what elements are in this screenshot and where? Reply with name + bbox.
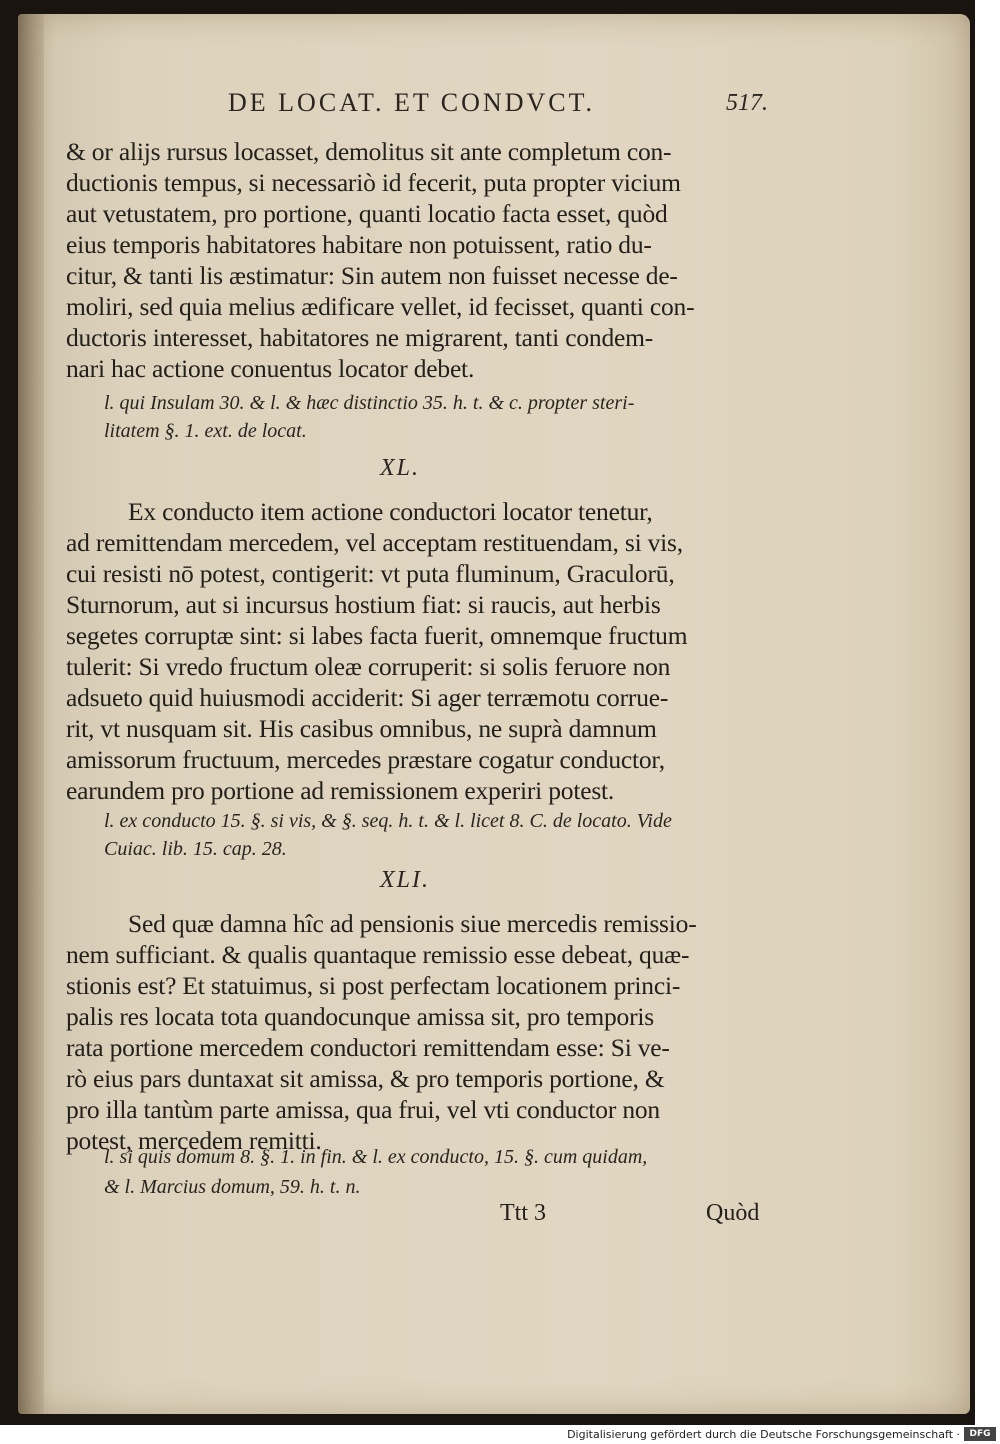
- text-line: rata portione mercedem conductori remittendam esse: Si ve-: [66, 1033, 670, 1062]
- page-number: 517.: [726, 90, 768, 116]
- text-line: amissorum fructuum, mercedes præstare cogatur conductor,: [66, 745, 665, 774]
- text-line: rit, vt nusquam sit. His casibus omnibus, ne suprà damnum: [66, 714, 657, 743]
- section-heading: XL.: [380, 455, 421, 481]
- text-line: ductionis tempus, si necessariò id fecerit, puta propter vicium: [66, 168, 681, 197]
- text-line: nari hac actione conuentus locator debet.: [66, 354, 475, 383]
- section-heading: XLI.: [380, 867, 430, 893]
- text-line: earundem pro portione ad remissionem experiri potest.: [66, 776, 615, 805]
- signature-mark: Ttt 3: [500, 1200, 546, 1226]
- text-line: citur, & tanti lis æstimatur: Sin autem non fuisset necesse de-: [66, 261, 678, 290]
- text-line: eius temporis habitatores habitare non potuissent, ratio du-: [66, 230, 652, 259]
- text-line: ductoris interesset, habitatores ne migrarent, tanti condem-: [66, 323, 654, 352]
- citation-line: Cuiac. lib. 15. cap. 28.: [104, 838, 287, 860]
- catchword: Quòd: [706, 1200, 760, 1226]
- text-line: stionis est? Et statuimus, si post perfectam locationem princi-: [66, 971, 681, 1000]
- text-line: nem sufficiant. & qualis quantaque remissio esse debeat, quæ-: [66, 940, 690, 969]
- page-gutter-shadow: [18, 14, 44, 1414]
- text-line: adsueto quid huiusmodi acciderit: Si ager terræmotu corrue-: [66, 683, 669, 712]
- footer-bar: [0, 1425, 1000, 1444]
- citation-line: l. si quis domum 8. §. 1. in fin. & l. ex conducto, 15. §. cum quidam,: [104, 1146, 648, 1168]
- text-line: Sturnorum, aut si incursus hostium fiat: si raucis, aut herbis: [66, 590, 661, 619]
- text-line: palis res locata tota quandocunque amissa sit, pro temporis: [66, 1002, 655, 1031]
- text-line: cui resisti nō potest, contigerit: vt puta fluminum, Graculorū,: [66, 559, 675, 588]
- text-line: Ex conducto item actione conductori locator tenetur,: [128, 497, 653, 526]
- running-title: DE LOCAT. ET CONDVCT.: [228, 88, 596, 117]
- funding-credit: Digitalisierung gefördert durch die Deutsche Forschungsgemeinschaft ·: [567, 1428, 960, 1441]
- text-line: potest, mercedem remitti.: [66, 1126, 322, 1155]
- citation-line: l. ex conducto 15. §. si vis, & §. seq. h. t. & l. licet 8. C. de locato. Vide: [104, 810, 672, 832]
- text-line: moliri, sed quia melius ædificare vellet, id fecisset, quanti con-: [66, 292, 695, 321]
- citation-line: & l. Marcius domum, 59. h. t. n.: [104, 1176, 361, 1198]
- text-line: rò eius pars duntaxat sit amissa, & pro temporis portione, &: [66, 1064, 665, 1093]
- running-head: [228, 88, 768, 128]
- text-line: Sed quæ damna hîc ad pensionis siue mercedis remissio-: [128, 909, 697, 938]
- text-line: ad remittendam mercedem, vel acceptam restituendam, si vis,: [66, 528, 683, 557]
- text-line: aut vetustatem, pro portione, quanti locatio facta esset, quòd: [66, 199, 668, 228]
- citation-line: l. qui Insulam 30. & l. & hæc distinctio 35. h. t. & c. propter steri-: [104, 392, 635, 414]
- text-line: tulerit: Si vredo fructum oleæ corruperit: si solis feruore non: [66, 652, 671, 681]
- dfg-logo-icon: DFG: [964, 1427, 996, 1441]
- citation-line: litatem §. 1. ext. de locat.: [104, 420, 307, 442]
- text-line: pro illa tantùm parte amissa, qua frui, vel vti conductor non: [66, 1095, 660, 1124]
- text-line: & or alijs rursus locasset, demolitus sit ante completum con-: [66, 137, 672, 166]
- text-line: segetes corruptæ sint: si labes facta fuerit, omnemque fructum: [66, 621, 688, 650]
